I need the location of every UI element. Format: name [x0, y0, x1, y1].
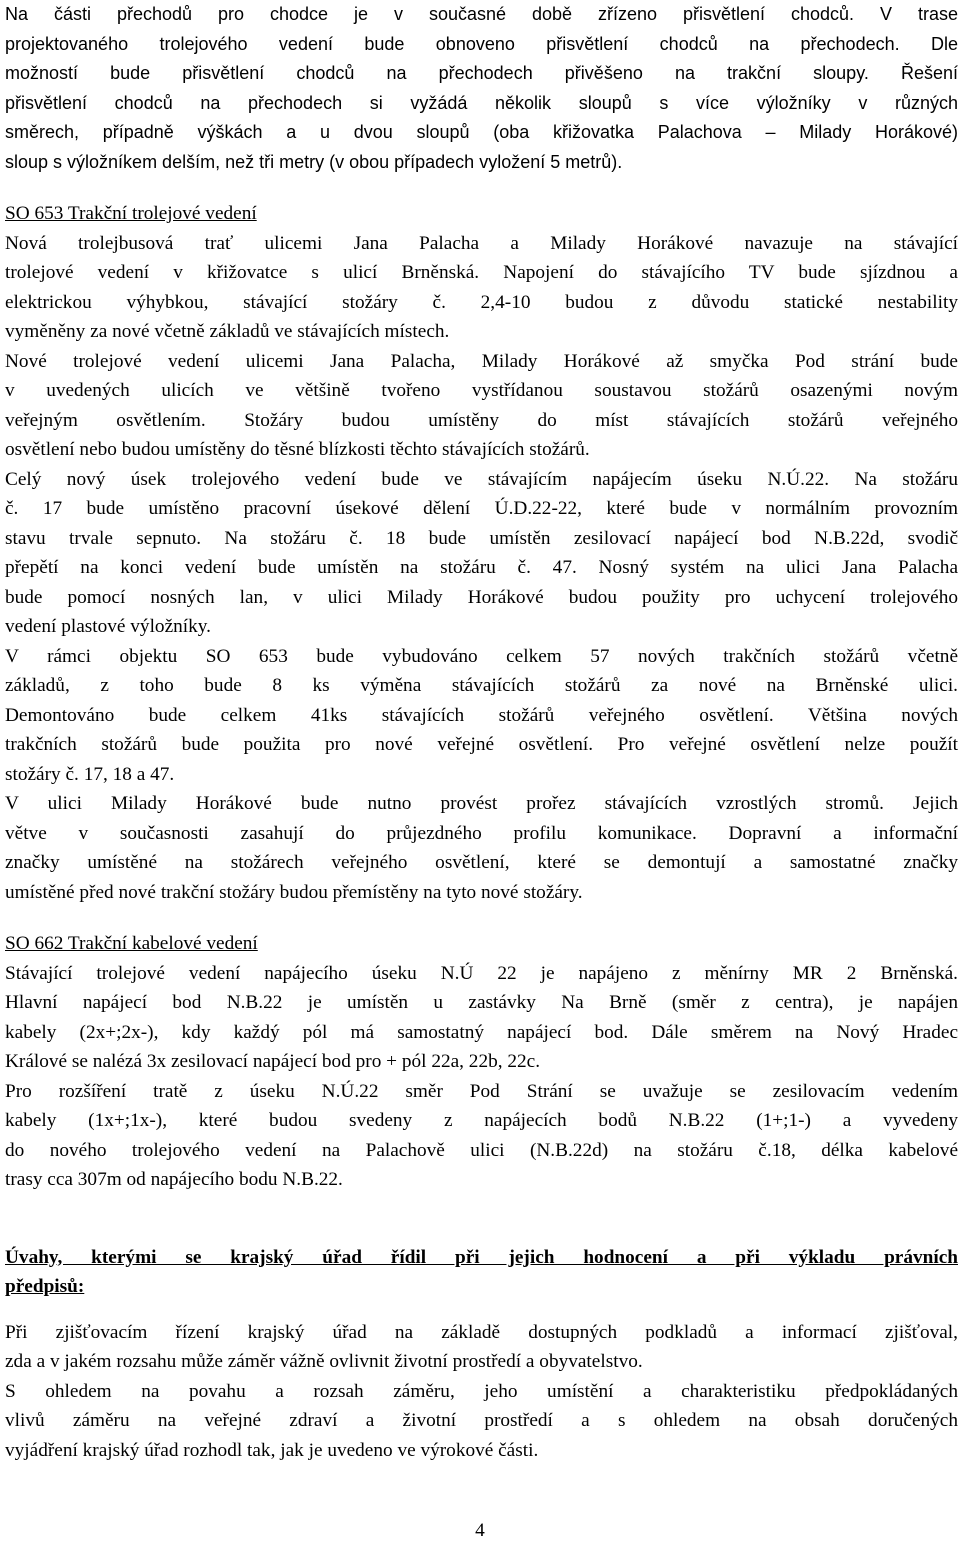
section-heading: SO 662 Trakční kabelové vedení	[5, 933, 258, 954]
text-line: základů, z toho bude 8 ks výměna stávajících stožárů za nové na Brněnské ulici.	[5, 675, 958, 696]
intro-paragraph	[5, 0, 958, 177]
text-line: Nové trolejové vedení ulicemi Jana Palacha, Milady Horákové až smyčka Pod strání bude	[5, 350, 958, 372]
text-line: kabely (2x+;2x-), kdy každý pól má samostatný napájecí bod. Dále směrem na Nový Hradec	[5, 1021, 958, 1043]
text-line: trasy cca 307m od napájecího bodu N.B.22.	[5, 1169, 343, 1190]
text-line: Při zjišťovacím řízení krajský úřad na základě dostupných podkladů a informací zjišťoval,	[5, 1321, 958, 1343]
text-line: bude pomocí nosných lan, v ulici Milady Horákové budou použity pro uchycení trolejového	[5, 586, 958, 608]
section-heading: Úvahy, kterými se krajský úřad řídil při jejich hodnocení a při výkladu právních	[5, 1246, 958, 1268]
text-line: Na části přechodů pro chodce je v současné době zřízeno přisvětlení chodců. V trase	[5, 4, 958, 24]
text-line: vyjádření krajský úřad rozhodl tak, jak je uvedeno ve výrokové části.	[5, 1439, 539, 1461]
text-line: směrech, případně výškách a u dvou sloupů (oba křižovatka Palachova – Milady Horákové)	[5, 122, 958, 142]
text-line: elektrickou výhybkou, stávající stožáry č. 2,4-10 budou z důvodu statické nestability	[5, 291, 958, 313]
text-line: v uvedených ulicích ve většině tvořeno vystřídanou soustavou stožárů osazenými novým	[5, 380, 958, 401]
text-line: projektovaného trolejového vedení bude obnoveno přisvětlení chodců na přechodech. Dle	[5, 33, 958, 54]
text-line: zda a v jakém rozsahu může záměr vážně ovlivnit životní prostředí a obyvatelstvo.	[5, 1351, 643, 1372]
text-line: do nového trolejového vedení na Palachově ulici (N.B.22d) na stožáru č.18, délka kabelové	[5, 1139, 958, 1161]
section-so653	[5, 199, 958, 907]
page-number: 4	[475, 1520, 485, 1541]
section-heading: SO 653 Trakční trolejové vedení	[5, 203, 257, 224]
text-line: trakčních stožárů bude použita pro nové veřejné osvětlení. Pro veřejné osvětlení nelze použít	[5, 734, 958, 755]
text-line: přisvětlení chodců na přechodech si vyžádá několik sloupů s více výložníky v různých	[5, 92, 958, 113]
text-line: Celý nový úsek trolejového vedení bude ve stávajícím napájecím úseku N.Ú.22. Na stožáru	[5, 468, 958, 490]
text-line: sloup s výložníkem delším, než tři metry (v obou případech vyložení 5 metrů).	[5, 151, 623, 172]
text-line: vedení plastové výložníky.	[5, 616, 211, 637]
text-line: stožáry č. 17, 18 a 47.	[5, 763, 175, 785]
section-so662	[5, 929, 958, 1195]
text-line: větve v současnosti zasahují do průjezdného profilu komunikace. Dopravní a informační	[5, 822, 958, 844]
section-heading: předpisů:	[5, 1276, 85, 1297]
text-line: veřejným osvětlením. Stožáry budou umístěny do míst stávajících stožárů veřejného	[5, 409, 958, 431]
text-line: trolejové vedení v křižovatce s ulicí Brněnská. Napojení do stávajícího TV bude sjízdnou a	[5, 262, 958, 283]
text-line: kabely (1x+;1x-), které budou svedeny z napájecích bodů N.B.22 (1+;1-) a vyvedeny	[5, 1110, 958, 1131]
text-line: značky umístěné na stožárech veřejného osvětlení, které se demontují a samostatné značky	[5, 852, 958, 873]
document-page	[5, 0, 958, 1465]
section-considerations	[5, 1243, 958, 1466]
text-line: přepětí na konci vedení bude umístěn na stožáru č. 47. Nosný systém na ulici Jana Palacha	[5, 557, 958, 578]
text-line: vyměněny za nové včetně základů ve stávajících místech.	[5, 321, 450, 342]
text-line: umístěné před nové trakční stožáry budou přemístěny na tyto nové stožáry.	[5, 881, 583, 903]
text-line: vlivů záměru na veřejné zdraví a životní prostředí a s ohledem na obsah doručených	[5, 1410, 958, 1431]
text-line: Nová trolejbusová trať ulicemi Jana Palacha a Milady Horákové navazuje na stávající	[5, 232, 958, 254]
text-line: Pro rozšíření tratě z úseku N.Ú.22 směr Pod Strání se uvažuje se zesilovacím vedením	[5, 1080, 958, 1102]
text-line: V ulici Milady Horákové bude nutno provést prořez stávajících vzrostlých stromů. Jejich	[5, 793, 958, 814]
text-line: možností bude přisvětlení chodců na přechodech přivěšeno na trakční sloupy. Řešení	[5, 63, 958, 83]
text-line: Demontováno bude celkem 41ks stávajících stožárů veřejného osvětlení. Většina nových	[5, 704, 958, 726]
text-line: S ohledem na povahu a rozsah záměru, jeho umístění a charakteristiku předpokládaných	[5, 1380, 958, 1402]
text-line: Králové se nalézá 3x zesilovací napájecí bod pro + pól 22a, 22b, 22c.	[5, 1051, 541, 1072]
text-line: osvětlení nebo budou umístěny do těsné blízkosti těchto stávajících stožárů.	[5, 439, 590, 460]
text-line: Stávající trolejové vedení napájecího úseku N.Ú 22 je napájeno z měnírny MR 2 Brněnská.	[5, 962, 958, 984]
text-line: Hlavní napájecí bod N.B.22 je umístěn u zastávky Na Brně (směr z centra), je napájen	[5, 992, 958, 1013]
text-line: stavu trvale sepnuto. Na stožáru č. 18 bude umístěn zesilovací napájecí bod N.B.22d, svodič	[5, 527, 958, 549]
text-line: č. 17 bude umístěno pracovní úsekové dělení Ú.D.22-22, které bude v normálním provozním	[5, 498, 958, 519]
text-line: V rámci objektu SO 653 bude vybudováno celkem 57 nových trakčních stožárů včetně	[5, 645, 958, 667]
